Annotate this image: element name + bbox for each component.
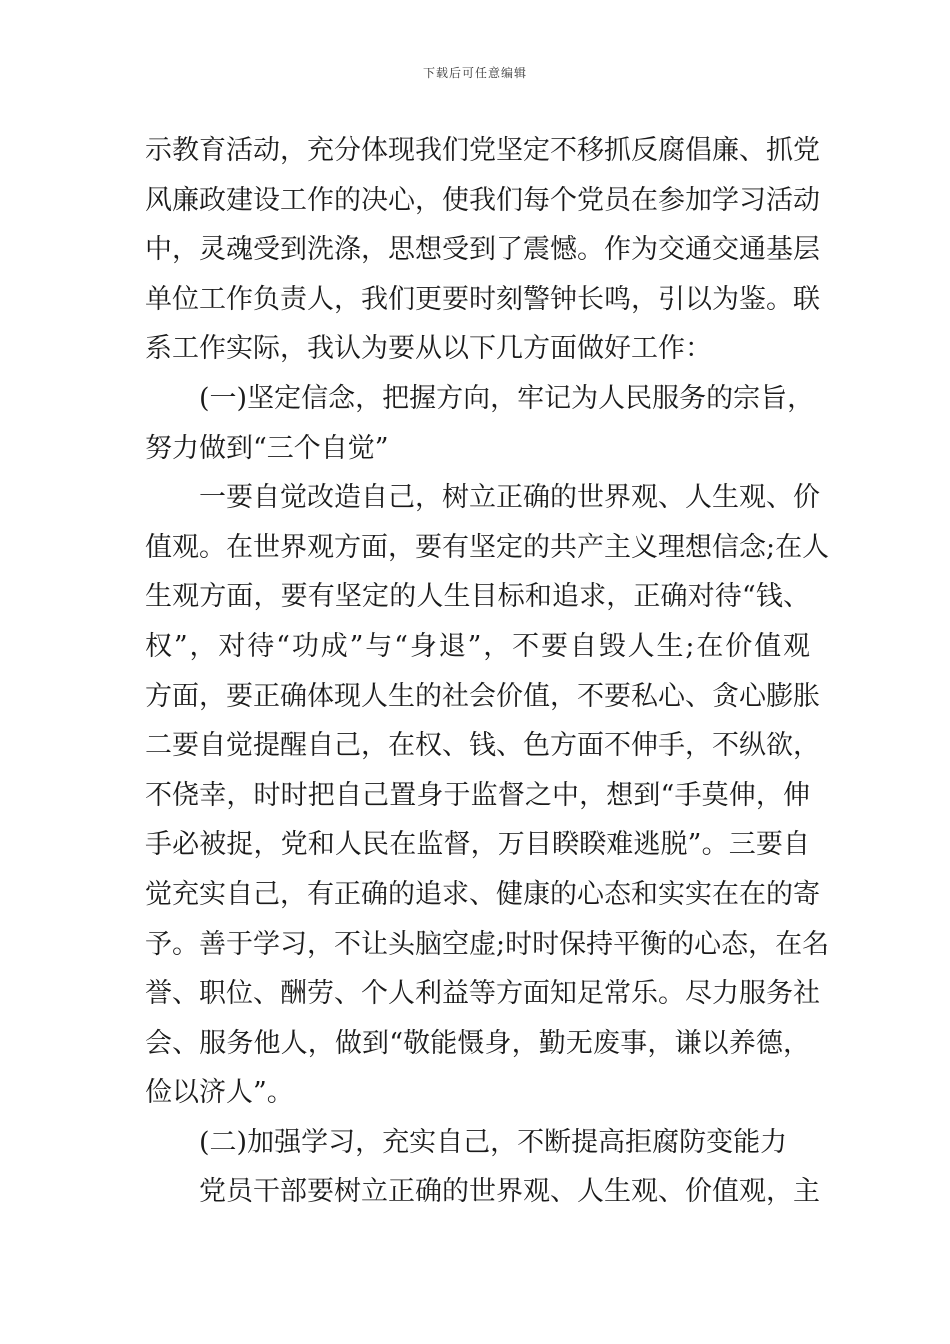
body-text: [145, 126, 830, 1217]
text-line: 一要自觉改造自己，树立正确的世界观、人生观、价: [199, 482, 820, 514]
text-line: 权”，对待“功成”与“身退”，不要自毁人生;在价值观: [145, 630, 810, 662]
text-line: 中，灵魂受到洗涤，思想受到了震憾。作为交通交通基层: [145, 234, 820, 266]
text-line: 单位工作负责人，我们更要时刻警钟长鸣，引以为鉴。联: [145, 283, 820, 315]
text-line: 二要自觉提醒自己，在权、钱、色方面不伸手，不纵欲，: [145, 730, 820, 762]
section-heading-continued: 努力做到“三个自觉”: [145, 432, 389, 464]
text-line: 会、服务他人，做到“敬能慑身，勤无废事，谦以养德，: [145, 1027, 810, 1059]
text-line: 值观。在世界观方面，要有坚定的共产主义理想信念;在人: [145, 531, 830, 563]
text-line: 手必被捉，党和人民在监督，万目睽睽难逃脱”。三要自: [145, 829, 810, 861]
text-line: 不侥幸，时时把自己置身于监督之中，想到“手莫伸，伸: [145, 779, 810, 811]
text-line: 予。善于学习，不让头脑空虚;时时保持平衡的心态，在名: [145, 928, 830, 960]
text-line: 誉、职位、酬劳、个人利益等方面知足常乐。尽力服务社: [145, 978, 820, 1010]
section-heading: (一)坚定信念，把握方向，牢记为人民服务的宗旨，: [199, 382, 815, 414]
text-line: 示教育活动，充分体现我们党坚定不移抓反腐倡廉、抓党: [145, 135, 820, 166]
text-line: 生观方面，要有坚定的人生目标和追求，正确对待“钱、: [145, 581, 810, 613]
text-line: 党员干部要树立正确的世界观、人生观、价值观，主: [199, 1176, 820, 1208]
text-line: 觉充实自己，有正确的追求、健康的心态和实实在在的寄: [145, 878, 820, 910]
text-line: 方面，要正确体现人生的社会价值，不要私心、贪心膨胀: [145, 680, 820, 712]
text-line: 俭以济人”。: [145, 1077, 294, 1109]
text-line: 风廉政建设工作的决心，使我们每个党员在参加学习活动: [145, 184, 820, 216]
page-header-note: 下载后可任意编辑: [422, 66, 527, 80]
text-line: 系工作实际，我认为要从以下几方面做好工作：: [145, 333, 712, 365]
section-heading: (二)加强学习，充实自己，不断提高拒腐防变能力: [199, 1126, 788, 1158]
